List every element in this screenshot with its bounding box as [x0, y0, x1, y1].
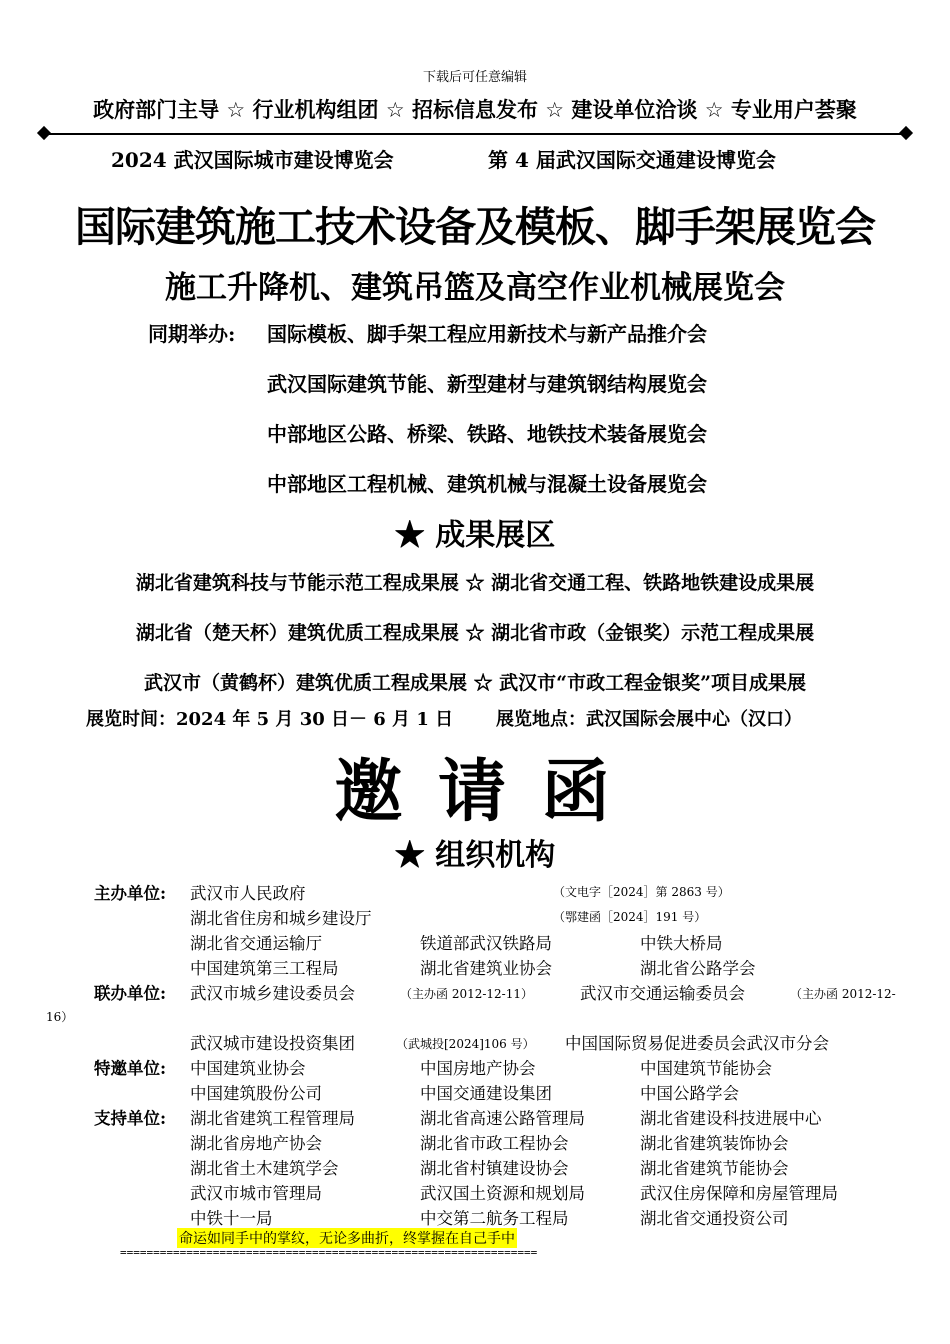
- special-name: 中国房地产协会: [420, 1059, 536, 1078]
- host-doc-number: （鄂建函［2024］191 号）: [553, 910, 707, 924]
- co-label: 联办单位:: [94, 984, 167, 1003]
- support-name: 中铁十一局: [190, 1209, 273, 1228]
- support-name: 湖北省建筑装饰协会: [640, 1134, 789, 1153]
- slogan-line: 政府部门主导 ☆ 行业机构组团 ☆ 招标信息发布 ☆ 建设单位洽谈 ☆ 专业用户荟聚: [93, 98, 857, 122]
- main-title: 国际建筑施工技术设备及模板、脚手架展览会: [75, 203, 875, 251]
- support-name: 湖北省建筑节能协会: [640, 1159, 789, 1178]
- special-name: 中国建筑业协会: [190, 1059, 306, 1078]
- host-name: 湖北省住房和城乡建设厅: [190, 909, 372, 928]
- support-name: 中交第二航务工程局: [420, 1209, 569, 1228]
- invitation-title: 邀 请 函: [334, 753, 616, 832]
- achievement-line: 武汉市（黄鹤杯）建筑优质工程成果展 ☆ 武汉市“市政工程金银奖”项目成果展: [143, 672, 807, 694]
- host-name: 铁道部武汉铁路局: [420, 934, 552, 953]
- support-name: 湖北省建筑工程管理局: [190, 1109, 355, 1128]
- co-doc-number: （主办函 2012-12-: [790, 987, 896, 1001]
- expo-line-left: 2024 武汉国际城市建设博览会: [111, 148, 394, 172]
- exhibition-place: 展览地点：武汉国际会展中心（汉口）: [496, 709, 802, 730]
- special-name: 中国建筑节能协会: [640, 1059, 772, 1078]
- support-label: 支持单位:: [94, 1109, 167, 1128]
- host-name: 湖北省交通运输厅: [190, 934, 322, 953]
- support-name: 武汉市城市管理局: [190, 1184, 322, 1203]
- concurrent-item: 中部地区工程机械、建筑机械与混凝土设备展览会: [267, 472, 707, 496]
- host-label: 主办单位:: [94, 884, 167, 903]
- sub-title: 施工升降机、建筑吊篮及高空作业机械展览会: [165, 270, 785, 306]
- special-name: 中国交通建设集团: [420, 1084, 552, 1103]
- support-name: 湖北省高速公路管理局: [420, 1109, 585, 1128]
- co-doc-number-wrap: 16）: [46, 1010, 74, 1024]
- host-name: 中国建筑第三工程局: [190, 959, 339, 978]
- org-heading: ★ 组织机构: [394, 838, 556, 873]
- support-name: 湖北省建设科技进展中心: [640, 1109, 822, 1128]
- support-name: 武汉住房保障和房屋管理局: [640, 1184, 838, 1203]
- co-doc-number: （主办函 2012-12-11）: [400, 987, 534, 1001]
- support-name: 湖北省交通投资公司: [640, 1209, 789, 1228]
- support-name: 湖北省房地产协会: [190, 1134, 322, 1153]
- dashed-rule: ===============================================================: [120, 1246, 538, 1259]
- co-name: 武汉市交通运输委员会: [580, 984, 745, 1003]
- host-name: 中铁大桥局: [640, 934, 723, 953]
- special-label: 特邀单位:: [94, 1059, 167, 1078]
- diamond-right-icon: [899, 126, 913, 140]
- achievement-heading: ★ 成果展区: [394, 518, 556, 553]
- top-note: 下载后可任意编辑: [422, 70, 527, 85]
- expo-line-right: 第 4 届武汉国际交通建设博览会: [488, 148, 776, 172]
- co-name: 武汉城市建设投资集团: [190, 1034, 355, 1053]
- concurrent-item: 国际模板、脚手架工程应用新技术与新产品推介会: [267, 322, 707, 346]
- host-name: 湖北省建筑业协会: [420, 959, 552, 978]
- co-name: 武汉市城乡建设委员会: [190, 984, 355, 1003]
- concurrent-label: 同期举办:: [148, 322, 236, 346]
- support-name: 武汉国土资源和规划局: [420, 1184, 585, 1203]
- support-name: 湖北省村镇建设协会: [420, 1159, 569, 1178]
- concurrent-item: 武汉国际建筑节能、新型建材与建筑钢结构展览会: [267, 372, 707, 396]
- co-doc-number: （武城投[2024]106 号）: [396, 1037, 535, 1051]
- concurrent-item: 中部地区公路、桥梁、铁路、地铁技术装备展览会: [267, 422, 707, 446]
- diamond-left-icon: [37, 126, 51, 140]
- highlight-quote: 命运如同手中的掌纹，无论多曲折，终掌握在自己手中: [177, 1228, 517, 1248]
- achievement-line: 湖北省（楚天杯）建筑优质工程成果展 ☆ 湖北省市政（金银奖）示范工程成果展: [135, 622, 815, 644]
- special-name: 中国公路学会: [640, 1084, 739, 1103]
- host-doc-number: （文电字［2024］第 2863 号）: [553, 885, 730, 899]
- exhibition-time: 展览时间：2024 年 5 月 30 日－ 6 月 1 日: [86, 709, 454, 730]
- support-name: 湖北省市政工程协会: [420, 1134, 569, 1153]
- host-name: 湖北省公路学会: [640, 959, 756, 978]
- support-name: 湖北省土木建筑学会: [190, 1159, 339, 1178]
- co-name: 中国国际贸易促进委员会武汉市分会: [565, 1034, 829, 1053]
- host-name: 武汉市人民政府: [190, 884, 306, 903]
- divider-rule: [44, 133, 906, 135]
- achievement-line: 湖北省建筑科技与节能示范工程成果展 ☆ 湖北省交通工程、铁路地铁建设成果展: [135, 572, 815, 594]
- special-name: 中国建筑股份公司: [190, 1084, 322, 1103]
